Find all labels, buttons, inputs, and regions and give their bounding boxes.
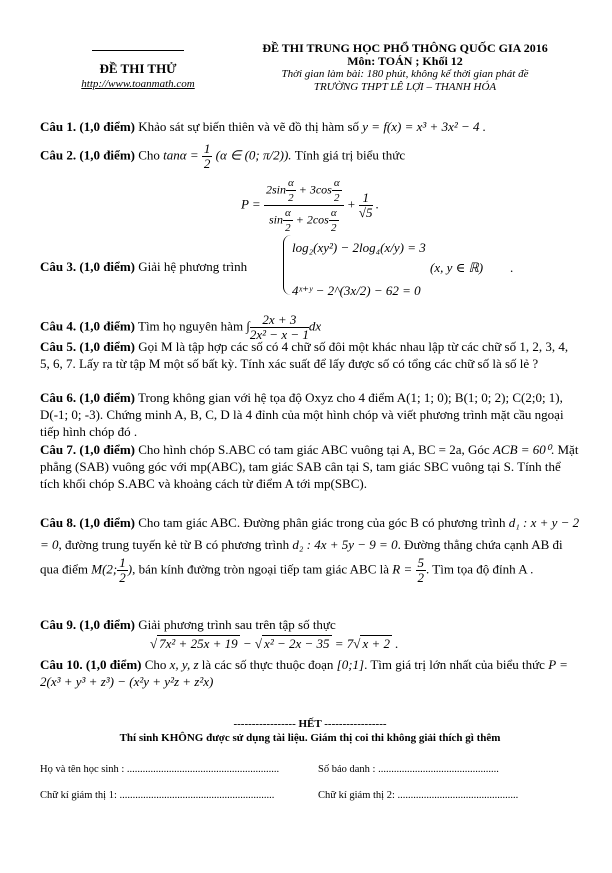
q-math: y = f(x) = x³ + 3x² − 4 . bbox=[362, 119, 487, 134]
header-rule bbox=[92, 50, 184, 51]
q-points: (1,0 điểm) bbox=[79, 259, 135, 274]
q-points: (1,0 điểm) bbox=[79, 617, 135, 632]
system-brace bbox=[283, 235, 292, 295]
question-4: Câu 4. (1,0 điểm) Tìm họ nguyên hàm ∫ $\frac{2x + 3}{\text{2x² − x − 1}}$ dx bbox=[40, 312, 322, 342]
exam-school: TRƯỜNG THPT LÊ LỢI – THANH HÓA bbox=[313, 81, 497, 93]
q-points: (1,0 điểm) bbox=[79, 390, 135, 405]
site-link[interactable]: http://www.toanmath.com bbox=[81, 78, 195, 90]
q-text: Trong không gian với hệ tọa độ Oxyz cho 4 điểm A(1; 1; 0); B(1; 0; 2); C(2;0; 1), D(-1; 0; -3). Chứng minh A, B, C, D là 4 đỉnh của một hình chóp và viết phương trình mặt cầu ngoại tiếp hình chóp đó . bbox=[40, 390, 564, 439]
q-text-d: , bán kính đường tròn ngoại tiếp tam giác ABC là bbox=[132, 561, 390, 577]
exam-title: ĐỀ THI TRUNG HỌC PHỔ THÔNG QUỐC GIA 2016 bbox=[262, 41, 548, 55]
doc-type: ĐỀ THI THỬ bbox=[99, 61, 177, 76]
q-text: Cho bbox=[144, 657, 167, 672]
q3-eq1: log₂(xy²) − 2log₄(x/y) = 3 bbox=[292, 240, 426, 255]
q-label: Câu 7 bbox=[40, 442, 73, 457]
q-text-b: , đường trung tuyến kẻ từ B có phương trình bbox=[58, 537, 290, 552]
q-label: Câu 1 bbox=[40, 119, 73, 134]
exam-number-field[interactable]: Số báo danh : .............................................. bbox=[318, 764, 499, 775]
q-label: Câu 5 bbox=[40, 339, 73, 354]
signature-1-field[interactable]: Chữ kí giám thị 1: ........................................................... bbox=[40, 790, 275, 801]
question-5: Câu 5. (1,0 điểm) Gọi M là tập hợp các số có 4 chữ số đôi một khác nhau lập từ các chữ số 1, 2, 3, 4, 5, 6, 7. Lấy ra từ tập M một số bất kỳ. Tính xác suất để lấy được số có tổng các chữ số là số lẻ ? bbox=[40, 339, 569, 371]
q-points: (1,0 điểm) bbox=[79, 339, 135, 354]
signature-2-field[interactable]: Chữ kí giám thị 2: .............................................. bbox=[318, 790, 519, 801]
q-label: Câu 10 bbox=[40, 657, 80, 672]
question-10: Câu 10. (1,0 điểm) Cho x, y, z là các số thực thuộc đoạn [0;1]. Tìm giá trị lớn nhất của biểu thức P = 2(x³ + y³ + z³) − (x²y + y²z + z²x) bbox=[40, 657, 568, 689]
q-label: Câu 3 bbox=[40, 259, 73, 274]
question-3: Câu 3. (1,0 điểm) Giải hệ phương trình bbox=[40, 259, 248, 274]
end-marker: ----------------- HẾT ----------------- bbox=[233, 718, 387, 730]
q3-eq2: 4ˣ⁺ʸ − 2^(3x/2) − 62 = 0 bbox=[292, 283, 421, 298]
q-points: (1,0 điểm) bbox=[85, 657, 142, 672]
q9-equation: √ 7x² + 25x + 19 − √ x² − 2x − 35 = 7√ x + 2 . bbox=[150, 636, 399, 651]
question-6: Câu 6. (1,0 điểm) Trong không gian với hệ tọa độ Oxyz cho 4 điểm A(1; 1; 0); B(1; 0; 2); C(2;0; 1), D(-1; 0; -3). Chứng minh A, B, C, D là 4 đỉnh của một hình chóp và viết phương trình mặt cầu ngoại tiếp hình chóp đó . bbox=[40, 390, 564, 439]
q-points: (1,0 điểm) bbox=[79, 515, 135, 530]
q-text: Giải phương trình sau trên tập số thực bbox=[138, 617, 336, 632]
q-text-e: . Tìm tọa độ đỉnh A . bbox=[426, 561, 534, 577]
footer-note: Thí sinh KHÔNG được sử dụng tài liệu. Giám thị coi thi không giải thích gì thêm bbox=[119, 732, 501, 744]
q-label: Câu 8 bbox=[40, 515, 73, 530]
q-text-b: . Mặt phẳng (SAB) vuông góc với mp(ABC), tam giác SAB cân tại S, tam giác SBC vuông tại S. Tính thể tích khối chóp S.ABC và khoảng cách từ điểm A tới mp(SBC). bbox=[40, 442, 579, 491]
header-left bbox=[58, 50, 218, 91]
question-8: Câu 8. (1,0 điểm) Cho tam giác ABC. Đường phân giác trong của góc B có phương trình d₁ : x + y − 2 = 0, đường trung tuyến kẻ từ B có phương trình d₂ : 4x + 5y − 9 = 0. Đường thẳng chứa cạnh AB đi qua điểm M(2; $\frac{1}{2}$ ), bán kính đường tròn ngoại tiếp tam giác ABC là R = $\frac{5}{2}$ . Tìm tọa độ đỉnh A . bbox=[40, 515, 580, 585]
q3-domain: (x, y ∈ ℝ) bbox=[430, 260, 484, 275]
exam-subject: Môn: TOÁN ; Khối 12 bbox=[347, 54, 463, 68]
q-text: Tìm họ nguyên hàm bbox=[138, 318, 244, 334]
question-2: Câu 2. (1,0 điểm) Cho tanα = $\frac{1}{2}$ (α ∈ (0; π/2)). Tính giá trị biểu thức bbox=[40, 141, 406, 171]
q-text: Gọi M là tập hợp các số có 4 chữ số đôi một khác nhau lập từ các chữ số 1, 2, 3, 4, 5, 6, 7. Lấy ra từ tập M một số bất kỳ. Tính xác suất để lấy được số có tổng các chữ số là số lẻ ? bbox=[40, 339, 569, 371]
q-label: Câu 4 bbox=[40, 318, 73, 334]
q-points: (1,0 điểm) bbox=[79, 318, 135, 334]
q-label: Câu 6 bbox=[40, 390, 73, 405]
exam-page: ĐỀ THI THỬ http://www.toanmath.com ĐỀ THI TRUNG HỌC PHỔ THÔNG QUỐC GIA 2016 Môn: TOÁN ; Khối 12 Thời gian làm bài: 180 phút, không kể thời gian phát đề TRƯỜNG THPT LÊ LỢI – THANH HÓA Câu 1. (1,0 điểm) Khảo sát sự biến thiên và vẽ đồ thị hàm số y = f(x) = x³ + 3x² − 4 . Câu 2. (1,0 điểm) Cho tanα = $\frac{1}{2}$ (α ∈ (0; π/2)). Tính giá trị biểu thức P = 2sin $\frac{\alpha}{2}$ + 3cos $\frac{\alpha}{2}$ sin $\frac{\alpha}{2}$ + 2cos $\frac{\alpha}{2}$ + $\frac{1}{√5}$ . Câu 3. (1,0 điểm) Giải hệ phương trình log₂(xy²) − 2log₄(x/y) = 3 4ˣ⁺ʸ − 2^(3x/2) − 62 = 0 (x, y ∈ ℝ) . Câu 4. (1,0 điểm) Tìm họ nguyên hàm ∫ $\frac{2x + 3}{\text{2x² − x − 1}}$ dx Câu 5. (1,0 điểm) Gọi M là tập hợp các số có 4 chữ số đôi một khác nhau lập từ các chữ số 1, 2, 3, 4, 5, 6, 7. Lấy ra từ tập M một số bất kỳ. Tính xác suất để lấy được số có tổng các chữ số là số lẻ ? Câu 6. (1,0 điểm) Trong không gian với hệ tọa độ Oxyz cho 4 điểm A(1; 1; 0); B(1; 0; 2); C(2;0; 1), D(-1; 0; -3). Chứng minh A, B, C, D là 4 đỉnh của một hình chóp và viết phương trình mặt cầu ngoại tiếp hình chóp đó . Câu 7. (1,0 điểm) Cho hình chóp S.ABC có tam giác ABC vuông tại A, BC = 2a, Góc ACB = 60⁰. Mặt phẳng (SAB) vuông góc với mp(ABC), tam giác SAB cân tại S, tam giác SBC vuông tại S. Tính thể tích khối chóp S.ABC và khoảng cách từ điểm A tới mp(SBC). Câu 8. (1,0 điểm) Cho tam giác ABC. Đường phân giác trong của góc B có phương trình d₁ : x + y − 2 = 0, đường trung tuyến kẻ từ B có phương trình d₂ : 4x + 5y − 9 = 0. Đường thẳng chứa cạnh AB đi qua điểm M(2; $\frac{1}{2}$ ), bán kính đường tròn ngoại tiếp tam giác ABC là R = $\frac{5}{2}$ . Tìm tọa độ đỉnh A . Câu 9. (1,0 điểm) Giải phương trình sau trên tập số thực √ 7x² + 25x + 19 − √ x² − 2x − 35 = 7√ x + 2 . Câu 10. (1,0 điểm) Cho x, y, z là các số thực thuộc đoạn [0;1]. Tìm giá trị lớn nhất của biểu thức P = 2(x³ + y³ + z³) − (x²y + y²z + z²x) ----------------- HẾT ----------------- Thí sinh KHÔNG được sử dụng tài liệu. Giám thị coi thi không giải thích gì thêm Họ và tên học sinh : .......................................................... Số báo danh : .............................................. Chữ kí giám thị 1: ........................................................... Chữ kí giám thị 2: .............................................. bbox=[40, 41, 580, 801]
q-cond: (α ∈ (0; π/2)). bbox=[215, 147, 292, 163]
question-9: Câu 9. (1,0 điểm) Giải phương trình sau trên tập số thực bbox=[40, 617, 336, 632]
question-7: Câu 7. (1,0 điểm) Cho hình chóp S.ABC có tam giác ABC vuông tại A, BC = 2a, Góc ACB = 60⁰. Mặt phẳng (SAB) vuông góc với mp(ABC), tam giác SAB cân tại S, tam giác SBC vuông tại S. Tính thể tích khối chóp S.ABC và khoảng cách từ điểm A tới mp(SBC). bbox=[40, 442, 579, 491]
exam-time: Thời gian làm bài: 180 phút, không kể thời gian phát đề bbox=[281, 68, 529, 80]
q-points: (1,0 điểm) bbox=[79, 442, 135, 457]
q-points: (1,0 điểm) bbox=[79, 147, 135, 163]
q-text-b: là các số thực thuộc đoạn bbox=[201, 657, 334, 672]
q-text-b: Tính giá trị biểu thức bbox=[294, 147, 406, 163]
q-text-c: . Đường thẳng chứa cạnh AB đi qua điểm bbox=[40, 537, 563, 577]
student-name-field[interactable]: Họ và tên học sinh : .......................................................... bbox=[40, 764, 280, 775]
question-1: Câu 1. (1,0 điểm) Khảo sát sự biến thiên và vẽ đồ thị hàm số y = f(x) = x³ + 3x² − 4 . bbox=[40, 119, 487, 134]
q-label: Câu 2 bbox=[40, 147, 73, 163]
header-right bbox=[240, 42, 570, 93]
q-text: Khảo sát sự biến thiên và vẽ đồ thị hàm số bbox=[138, 119, 360, 134]
q-text: Cho bbox=[138, 147, 160, 163]
q-label: Câu 9 bbox=[40, 617, 73, 632]
q-text: Cho hình chóp S.ABC có tam giác ABC vuông tại A, BC = 2a, Góc bbox=[138, 442, 490, 457]
q-text: Giải hệ phương trình bbox=[138, 259, 248, 274]
q-points: (1,0 điểm) bbox=[79, 119, 135, 134]
q-text-c: . Tìm giá trị lớn nhất của biểu thức bbox=[364, 657, 545, 672]
q2-formula: P = 2sin $\frac{\alpha}{2}$ + 3cos $\frac{\alpha}{2}$ sin $\frac{\alpha}{2}$ + 2cos $\frac{\alpha}{2}$ + $\frac{1}{√5}$ . bbox=[240, 177, 380, 234]
q-text: Cho tam giác ABC. Đường phân giác trong của góc B có phương trình bbox=[138, 515, 506, 530]
